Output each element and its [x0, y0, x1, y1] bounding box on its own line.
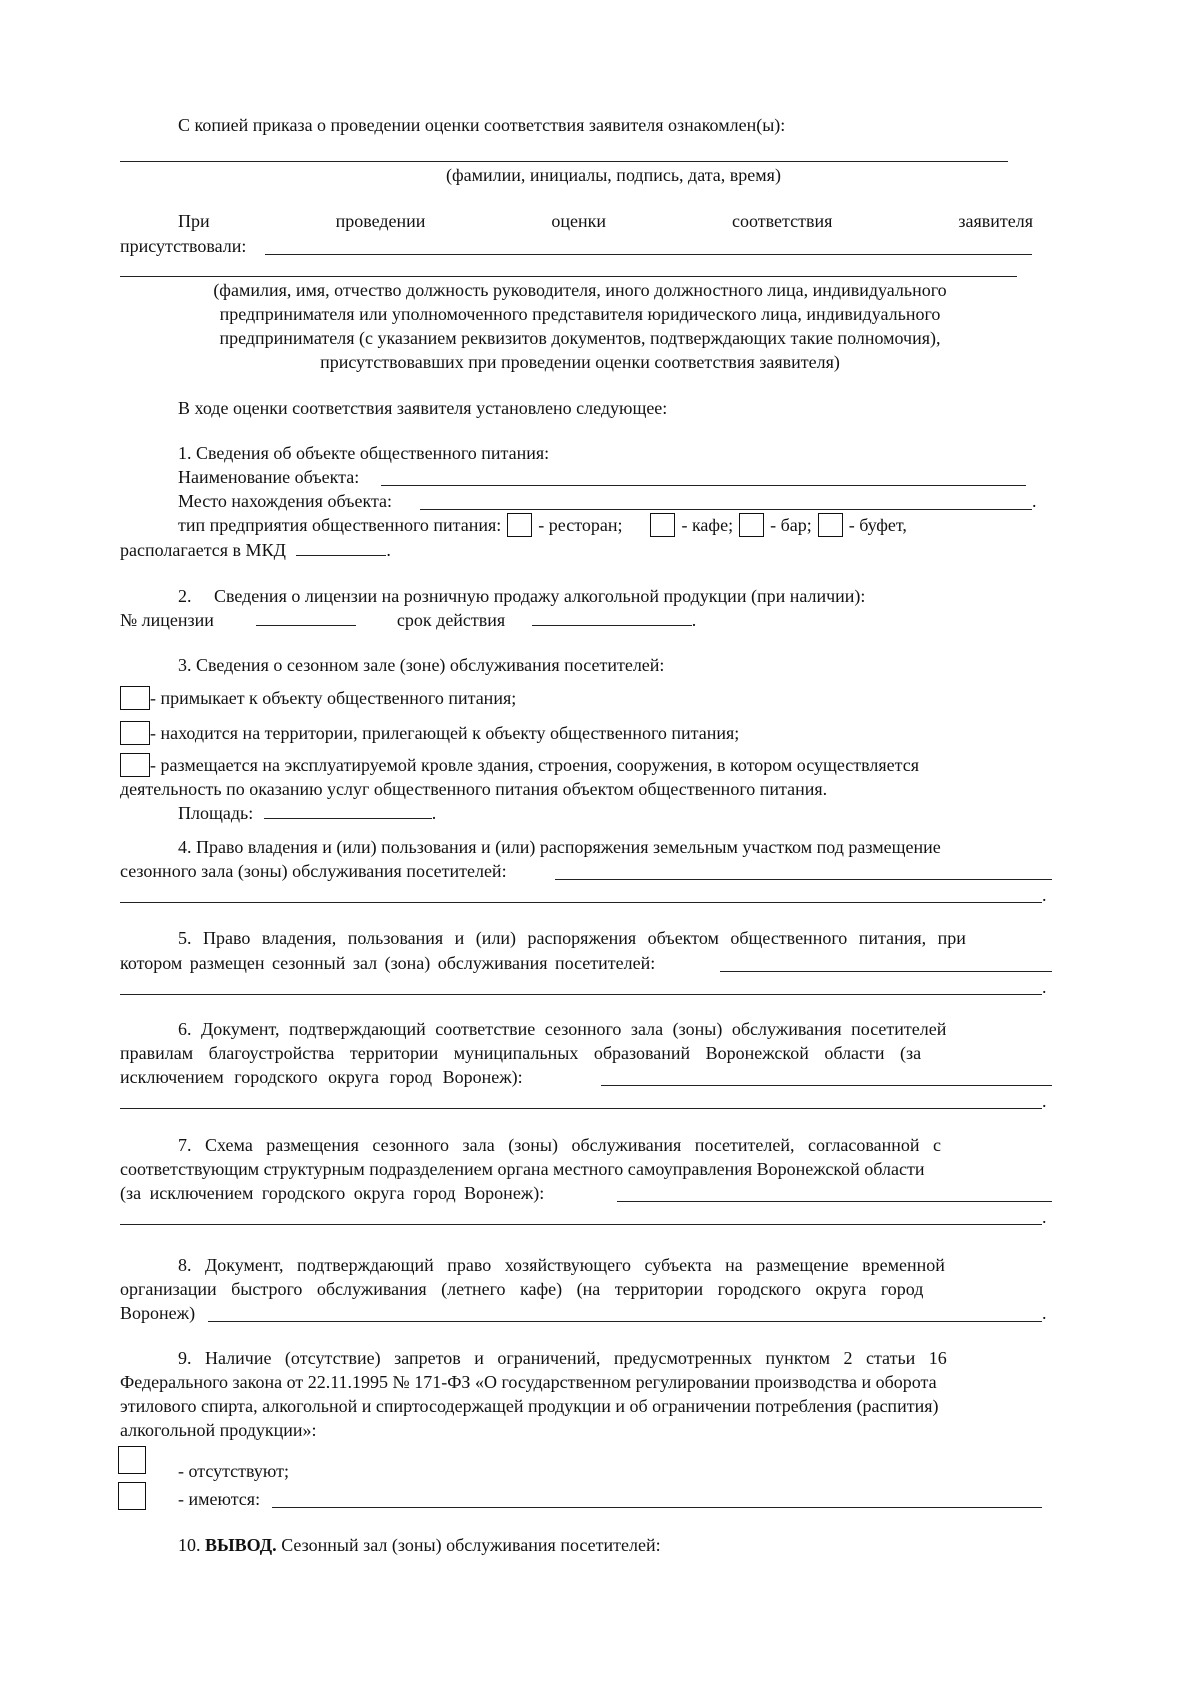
- s6-line2: правилам благоустройства территории муниципальных образований Воронежской области (за: [120, 1043, 922, 1063]
- buffet-label: - буфет,: [848, 515, 907, 535]
- license-term-field[interactable]: [532, 607, 692, 626]
- s8-line1: 8. Документ, подтверждающий право хозяйствующего субъекта на размещение временной: [178, 1255, 945, 1275]
- s3-opt2: - находится на территории, прилегающей к объекту общественного питания;: [150, 723, 740, 743]
- s1-location-label: Место нахождения объекта:: [178, 491, 393, 511]
- s2-num: 2.: [178, 586, 192, 606]
- period: .: [1042, 1303, 1047, 1323]
- present-label: присутствовали:: [120, 236, 247, 256]
- caption-line: предпринимателя (с указанием реквизитов документов, подтверждающих такие полномочия),: [219, 328, 941, 348]
- s4-line1: 4. Право владения и (или) пользования и (или) распоряжения земельным участком под размещение: [178, 837, 941, 857]
- established-line: В ходе оценки соответствия заявителя установлено следующее:: [178, 398, 668, 418]
- absent-checkbox[interactable]: [118, 1446, 146, 1474]
- s2-title: Сведения о лицензии на розничную продажу алкогольной продукции (при наличии):: [214, 586, 866, 606]
- present-word: соответствия: [732, 211, 833, 231]
- license-label: № лицензии: [120, 610, 214, 630]
- s4-line2: сезонного зала (зоны) обслуживания посетителей:: [120, 861, 507, 881]
- s1-name-label: Наименование объекта:: [178, 467, 360, 487]
- s3-opt2-row: [120, 720, 739, 746]
- restaurant-label: - ресторан;: [538, 515, 623, 535]
- s10-conclusion: ВЫВОД.: [205, 1535, 277, 1555]
- present-heading: [178, 208, 1033, 234]
- s3-opt3-row: [120, 752, 919, 778]
- s9-present: - имеются:: [178, 1489, 261, 1509]
- area-field[interactable]: [264, 800, 432, 819]
- s5-field[interactable]: [720, 971, 1052, 972]
- s4-field-2[interactable]: [120, 902, 1042, 903]
- s1-mkd-row: располагается в МКД .: [120, 537, 391, 563]
- s3-opt1: - примыкает к объекту общественного питания;: [150, 688, 517, 708]
- intro-caption: (фамилии, инициалы, подпись, дата, время): [446, 165, 781, 185]
- s9-line3: этилового спирта, алкогольной и спиртосодержащей продукции и об ограничении потребления (распития): [120, 1396, 939, 1416]
- present-word: оценки: [551, 211, 607, 231]
- s7-field[interactable]: [617, 1201, 1052, 1202]
- cafe-label: - кафе;: [681, 515, 734, 535]
- s3-title: 3. Сведения о сезонном зале (зоне) обслуживания посетителей:: [178, 655, 665, 675]
- s5-field-2[interactable]: [120, 994, 1042, 995]
- object-location-field[interactable]: [420, 509, 1032, 510]
- s6-field[interactable]: [601, 1085, 1052, 1086]
- caption-line: предпринимателя или уполномоченного представителя юридического лица, индивидуального: [219, 304, 941, 324]
- present-restrictions-checkbox[interactable]: [118, 1482, 146, 1510]
- s10-row: [178, 1532, 661, 1558]
- adjacent-territory-checkbox[interactable]: [120, 721, 150, 745]
- period: .: [1042, 1207, 1047, 1227]
- period: .: [1042, 977, 1047, 997]
- s5-line2: котором размещен сезонный зал (зона) обслуживания посетителей:: [120, 953, 656, 973]
- period: .: [1032, 491, 1037, 511]
- license-number-field[interactable]: [256, 607, 356, 626]
- s1-type-row: [178, 512, 907, 538]
- present-word: При: [178, 211, 210, 231]
- s8-line2: организации быстрого обслуживания (летнего кафе) (на территории городского округа город: [120, 1279, 924, 1299]
- s3-area-row: Площадь: .: [178, 800, 436, 826]
- roof-checkbox[interactable]: [120, 753, 150, 777]
- s4-field[interactable]: [555, 879, 1052, 880]
- s10-num: 10.: [178, 1535, 201, 1555]
- s7-line3: (за исключением городского округа город Воронеж):: [120, 1183, 545, 1203]
- s7-line1: 7. Схема размещения сезонного зала (зоны) обслуживания посетителей, согласованной с: [178, 1135, 942, 1155]
- s7-field-2[interactable]: [120, 1224, 1042, 1225]
- bar-checkbox[interactable]: [739, 513, 764, 537]
- s1-mkd-label: располагается в МКД: [120, 540, 286, 560]
- period: .: [1042, 1091, 1047, 1111]
- intro-line: С копией приказа о проведении оценки соответствия заявителя ознакомлен(ы):: [178, 115, 786, 135]
- s9-line4: алкогольной продукции»:: [120, 1420, 317, 1440]
- object-name-field[interactable]: [381, 485, 1026, 486]
- buffet-checkbox[interactable]: [818, 513, 843, 537]
- s8-field[interactable]: [208, 1321, 1042, 1322]
- s5-line1: 5. Право владения, пользования и (или) распоряжения объектом общественного питания, при: [178, 928, 966, 948]
- period: .: [1042, 885, 1047, 905]
- s8-line3: Воронеж): [120, 1303, 196, 1323]
- s10-rest: Сезонный зал (зоны) обслуживания посетителей:: [276, 1535, 661, 1555]
- present-word: заявителя: [958, 211, 1033, 231]
- term-label: срок действия: [396, 610, 506, 630]
- bar-label: - бар;: [770, 515, 812, 535]
- restrictions-field[interactable]: [272, 1507, 1042, 1508]
- present-field[interactable]: [265, 254, 1032, 255]
- present-caption: [140, 278, 1020, 374]
- present-field-2[interactable]: [120, 276, 1017, 277]
- s9-absent: - отсутствуют;: [178, 1461, 289, 1481]
- s9-line2: Федерального закона от 22.11.1995 № 171-ФЗ «О государственном регулировании производства и оборота: [120, 1372, 937, 1392]
- present-word: проведении: [335, 211, 426, 231]
- s3-opt3a: - размещается на эксплуатируемой кровле здания, строения, сооружения, в котором осуществляется: [150, 755, 920, 775]
- s9-line1: 9. Наличие (отсутствие) запретов и ограничений, предусмотренных пунктом 2 статьи 16: [178, 1348, 947, 1368]
- s9-present-row: [178, 1486, 260, 1512]
- s6-line3: исключением городского округа город Воронеж):: [120, 1067, 523, 1087]
- s5-line1-row: [178, 925, 1052, 951]
- area-label: Площадь:: [178, 803, 254, 823]
- s1-title: 1. Сведения об объекте общественного питания:: [178, 443, 550, 463]
- caption-line: (фамилия, имя, отчество должность руководителя, иного должностного лица, индивидуального: [213, 280, 947, 300]
- s2-title-row: [178, 583, 865, 609]
- s3-opt3b: деятельность по оказанию услуг общественного питания объектом общественного питания.: [120, 779, 828, 799]
- cafe-checkbox[interactable]: [650, 513, 675, 537]
- s2-license-row: № лицензии срок действия .: [120, 607, 696, 633]
- caption-line: присутствовавших при проведении оценки соответствия заявителя): [320, 352, 840, 372]
- s1-type-label: тип предприятия общественного питания:: [178, 515, 502, 535]
- s7-line2: соответствующим структурным подразделением органа местного самоуправления Воронежской области: [120, 1159, 925, 1179]
- mkd-field[interactable]: [296, 537, 386, 556]
- adjoins-checkbox[interactable]: [120, 686, 150, 710]
- s3-opt1-row: [120, 685, 516, 711]
- restaurant-checkbox[interactable]: [507, 513, 532, 537]
- s6-field-2[interactable]: [120, 1108, 1042, 1109]
- s6-line1: 6. Документ, подтверждающий соответствие сезонного зала (зоны) обслуживания посетителей: [178, 1019, 947, 1039]
